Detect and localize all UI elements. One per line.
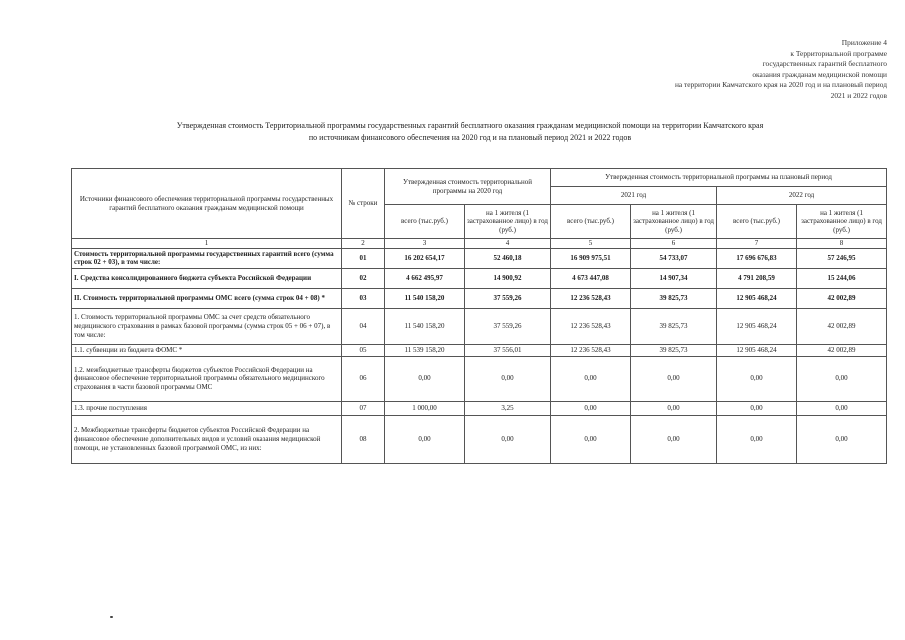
cell-per-capita-2020: 37 556,01 [465,344,551,356]
table-row [72,268,887,288]
appendix-line: к Территориальной программе [790,48,887,58]
cell-per-capita-2021: 39 825,73 [631,344,717,356]
cell-per-capita-2020: 14 900,92 [465,268,551,288]
cell-per-capita-2022: 0,00 [797,415,887,463]
header-year-2022: 2022 год [717,187,887,205]
cell-total-2021: 12 236 528,43 [551,308,631,344]
row-name: 1.1. субвенции из бюджета ФОМС * [72,344,342,356]
header-row-no: № строки [342,169,385,239]
cell-per-capita-2022: 0,00 [797,356,887,401]
cell-per-capita-2021: 0,00 [631,415,717,463]
title-line-2: по источникам финансового обеспечения на 2020 год и на плановый период 2021 и 2022 годов [308,133,632,142]
cell-per-capita-2021: 39 825,73 [631,288,717,308]
cell-per-capita-2021: 0,00 [631,356,717,401]
cell-total-2021: 0,00 [551,415,631,463]
row-name: I. Средства консолидированного бюджета субъекта Российской Федерации [72,268,342,288]
row-number: 08 [342,415,385,463]
cell-per-capita-2021: 54 733,07 [631,248,717,268]
row-number: 03 [342,288,385,308]
row-name: 1.3. прочие поступления [72,401,342,415]
appendix-line: на территории Камчатского края на 2020 год и на плановый период [674,80,887,90]
scan-speck [110,616,113,618]
header-planned-period: Утвержденная стоимость территориальной программы на плановый период [551,169,887,187]
appendix-line: оказания гражданам медицинской помощи [752,69,887,79]
table-row [72,308,887,344]
cell-total-2022: 12 905 468,24 [717,288,797,308]
col-index: 1 [72,239,342,249]
table-row [72,344,887,356]
cell-total-2021: 16 909 975,51 [551,248,631,268]
cell-total-2021: 12 236 528,43 [551,344,631,356]
document-title [120,120,820,144]
table-row [72,401,887,415]
col-index: 3 [385,239,465,249]
row-name: Стоимость территориальной программы государственных гарантий всего (сумма строк 02 + 03), в том числе: [72,248,342,268]
cell-total-2021: 12 236 528,43 [551,288,631,308]
cell-total-2020: 11 540 158,20 [385,308,465,344]
cell-total-2022: 17 696 676,83 [717,248,797,268]
appendix-line: Приложение 4 [841,38,887,47]
row-name: II. Стоимость территориальной программы ОМС всего (сумма строк 04 + 08) * [72,288,342,308]
row-name: 1.2. межбюджетные трансферты бюджетов субъектов Российской Федерации на финансовое обеспечение территориальной программы обязательного медицинского страхования в части базовой программы ОМС [72,356,342,401]
cell-total-2022: 0,00 [717,356,797,401]
cell-per-capita-2020: 52 460,18 [465,248,551,268]
cell-per-capita-2020: 0,00 [465,356,551,401]
col-index: 4 [465,239,551,249]
header-source: Источники финансового обеспечения территориальной программы государственных гарантий бесплатного оказания гражданам медицинской помощи [72,169,342,239]
cell-per-capita-2021: 14 907,34 [631,268,717,288]
cell-per-capita-2020: 37 559,26 [465,308,551,344]
cell-per-capita-2022: 0,00 [797,401,887,415]
header-total: всего (тыс.руб.) [717,205,797,239]
cell-per-capita-2022: 42 002,89 [797,344,887,356]
row-number: 02 [342,268,385,288]
row-name: 1. Стоимость территориальной программы ОМС за счет средств обязательного медицинского страхования в рамках базовой программы (сумма строк 05 + 06 + 07), в том числе: [72,308,342,344]
row-number: 07 [342,401,385,415]
row-number: 04 [342,308,385,344]
col-index: 7 [717,239,797,249]
header-cost-2020: Утвержденная стоимость территориальной программы на 2020 год [385,169,551,205]
cell-total-2020: 11 539 158,20 [385,344,465,356]
table-row [72,248,887,268]
col-index: 6 [631,239,717,249]
table-row [72,415,887,463]
cell-per-capita-2020: 37 559,26 [465,288,551,308]
row-number: 06 [342,356,385,401]
row-number: 05 [342,344,385,356]
appendix-line: государственных гарантий бесплатного [762,59,887,69]
header-per-capita: на 1 жителя (1 застрахованное лицо) в год (руб.) [631,205,717,239]
header-total: всего (тыс.руб.) [385,205,465,239]
header-per-capita: на 1 жителя (1 застрахованное лицо) в год (руб.) [797,205,887,239]
row-number: 01 [342,248,385,268]
cell-total-2020: 0,00 [385,356,465,401]
table-row [72,356,887,401]
cell-total-2022: 12 905 468,24 [717,344,797,356]
cell-per-capita-2020: 3,25 [465,401,551,415]
col-index: 8 [797,239,887,249]
cell-total-2020: 1 000,00 [385,401,465,415]
cell-per-capita-2022: 42 002,89 [797,288,887,308]
col-index: 5 [551,239,631,249]
cell-per-capita-2022: 15 244,06 [797,268,887,288]
cell-total-2022: 0,00 [717,415,797,463]
cell-per-capita-2021: 39 825,73 [631,308,717,344]
cell-total-2020: 16 202 654,17 [385,248,465,268]
cell-per-capita-2022: 42 002,89 [797,308,887,344]
header-year-2021: 2021 год [551,187,717,205]
cell-total-2021: 0,00 [551,356,631,401]
cell-total-2020: 0,00 [385,415,465,463]
cell-total-2020: 4 662 495,97 [385,268,465,288]
header-total: всего (тыс.руб.) [551,205,631,239]
cell-total-2022: 12 905 468,24 [717,308,797,344]
row-name: 2. Межбюджетные трансферты бюджетов субъектов Российской Федерации на финансовое обеспечение дополнительных видов и условий оказания медицинской помощи, не установленных базовой программой ОМС, из них: [72,415,342,463]
col-index: 2 [342,239,385,249]
title-line-1: Утвержденная стоимость Территориальной программы государственных гарантий бесплатного оказания гражданам медицинской помощи на территории Камчатского края [176,121,764,130]
cell-per-capita-2022: 57 246,95 [797,248,887,268]
appendix-line: 2021 и 2022 годов [830,90,887,100]
table-row [72,288,887,308]
appendix-header [675,38,887,102]
cell-total-2020: 11 540 158,20 [385,288,465,308]
cell-total-2021: 0,00 [551,401,631,415]
cost-table [71,168,887,464]
cell-per-capita-2021: 0,00 [631,401,717,415]
cell-total-2021: 4 673 447,08 [551,268,631,288]
cell-total-2022: 0,00 [717,401,797,415]
cell-per-capita-2020: 0,00 [465,415,551,463]
header-per-capita: на 1 жителя (1 застрахованное лицо) в год (руб.) [465,205,551,239]
cell-total-2022: 4 791 208,59 [717,268,797,288]
